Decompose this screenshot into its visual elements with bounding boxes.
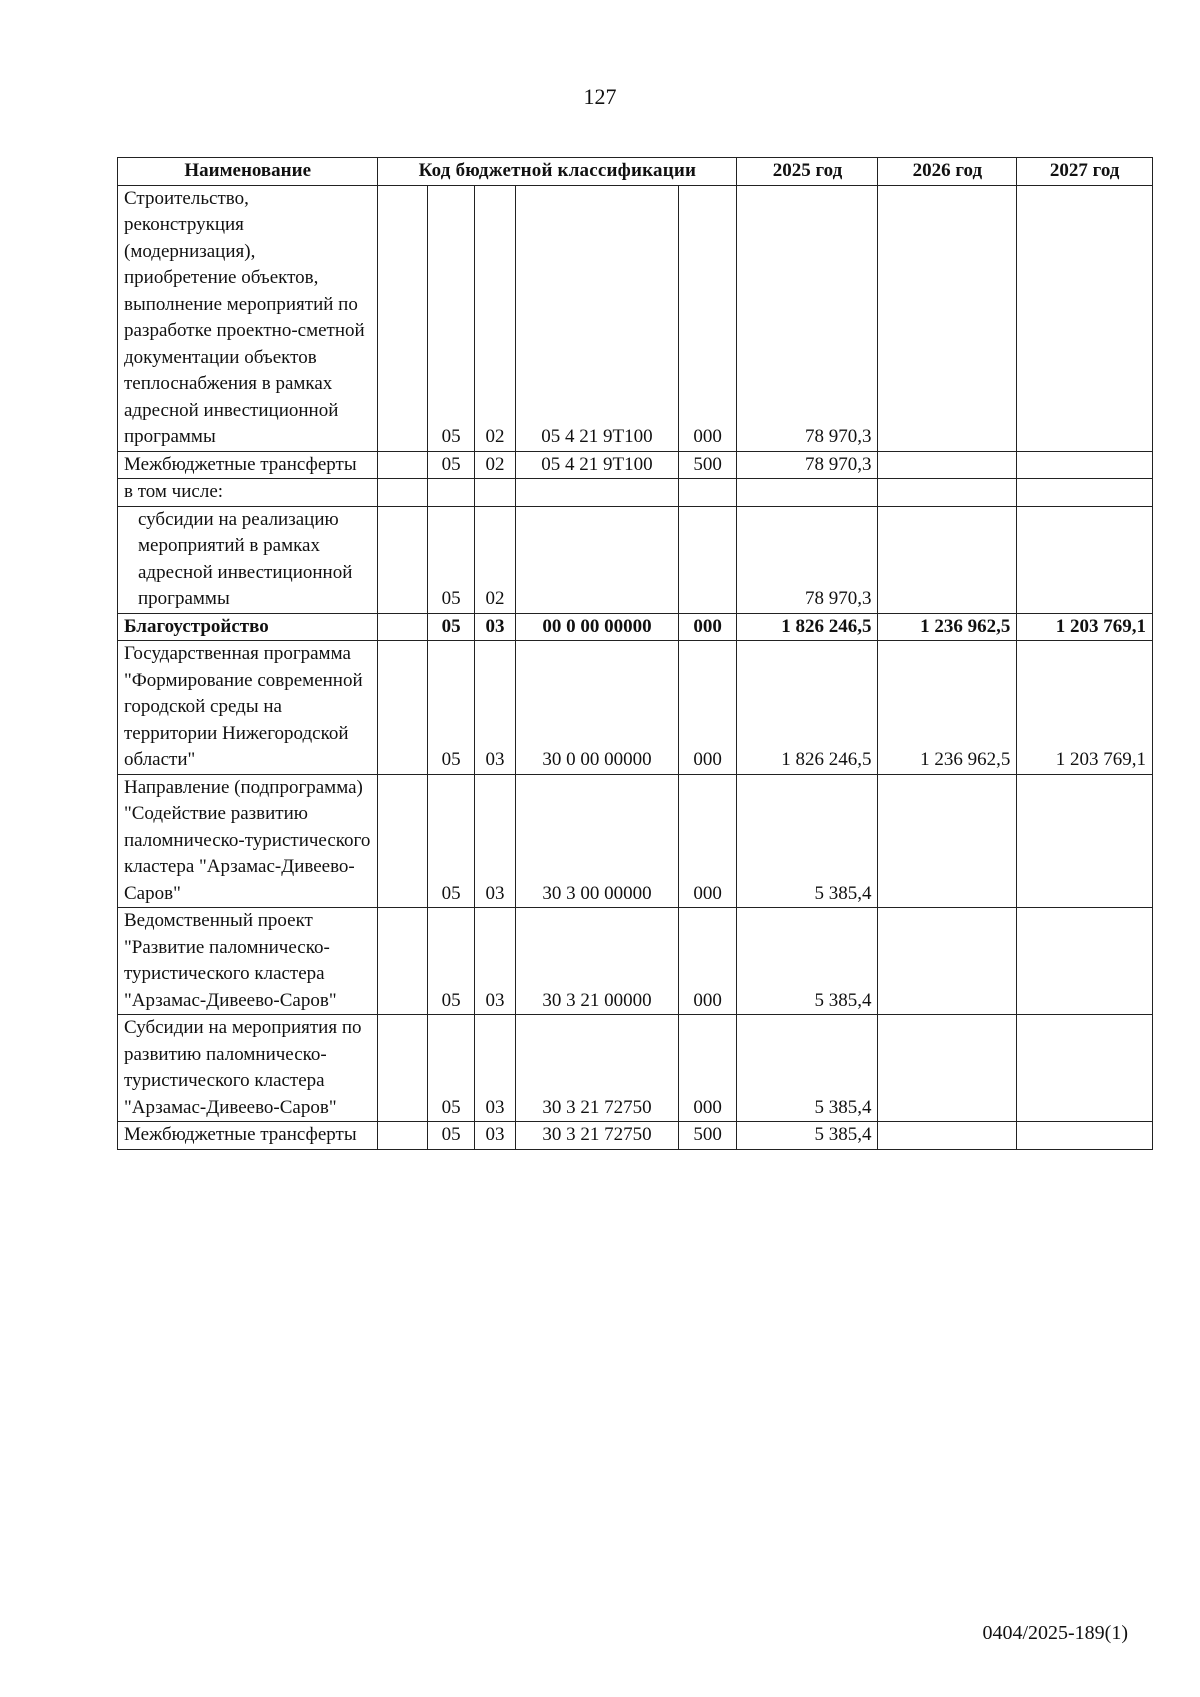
code-subsection [474, 479, 515, 507]
row-name: Межбюджетные трансферты [118, 451, 378, 479]
value-2026 [878, 908, 1017, 1015]
value-2027 [1017, 451, 1153, 479]
code-section: 05 [428, 774, 475, 908]
code-type: 000 [678, 1015, 737, 1122]
value-2025: 5 385,4 [737, 1015, 878, 1122]
header-name: Наименование [118, 158, 378, 186]
table-row [118, 479, 1153, 507]
value-2025: 5 385,4 [737, 908, 878, 1015]
code-subsection: 02 [474, 185, 515, 451]
code-section: 05 [428, 641, 475, 775]
code-type: 500 [678, 451, 737, 479]
code-target [516, 479, 679, 507]
table-row [118, 1015, 1153, 1122]
row-name: Ведомственный проект "Развитие паломническо-туристического кластера "Арзамас-Дивеево-Саров" [118, 908, 378, 1015]
value-2027 [1017, 506, 1153, 613]
table-row [118, 506, 1153, 613]
code-section: 05 [428, 451, 475, 479]
row-name: Благоустройство [118, 613, 378, 641]
code-target: 30 3 21 00000 [516, 908, 679, 1015]
code-section: 05 [428, 613, 475, 641]
code-1 [378, 774, 428, 908]
table-row [118, 774, 1153, 908]
code-target [516, 506, 679, 613]
page-number: 127 [583, 84, 617, 109]
row-name: Межбюджетные трансферты [118, 1122, 378, 1150]
table-row [118, 641, 1153, 775]
code-section: 05 [428, 185, 475, 451]
value-2027: 1 203 769,1 [1017, 613, 1153, 641]
value-2027 [1017, 185, 1153, 451]
header-classification: Код бюджетной классификации [378, 158, 737, 186]
value-2027 [1017, 908, 1153, 1015]
row-name: субсидии на реализацию мероприятий в рамках адресной инвестиционной программы [118, 506, 378, 613]
header-2026: 2026 год [878, 158, 1017, 186]
code-type: 000 [678, 641, 737, 775]
code-section [428, 479, 475, 507]
code-1 [378, 506, 428, 613]
table-row [118, 613, 1153, 641]
value-2025: 1 826 246,5 [737, 641, 878, 775]
table-row [118, 451, 1153, 479]
value-2026: 1 236 962,5 [878, 613, 1017, 641]
code-1 [378, 479, 428, 507]
value-2026 [878, 1122, 1017, 1150]
value-2027 [1017, 479, 1153, 507]
code-type: 000 [678, 185, 737, 451]
row-name: Строительство, реконструкция (модернизация), приобретение объектов, выполнение мероприятий по разработке проектно-сметной документации объектов теплоснабжения в рамках адресной инвестиционной программы [118, 185, 378, 451]
code-subsection: 02 [474, 451, 515, 479]
code-type: 000 [678, 774, 737, 908]
code-1 [378, 908, 428, 1015]
header-2027: 2027 год [1017, 158, 1153, 186]
value-2026 [878, 1015, 1017, 1122]
value-2026: 1 236 962,5 [878, 641, 1017, 775]
value-2027: 1 203 769,1 [1017, 641, 1153, 775]
code-type: 500 [678, 1122, 737, 1150]
value-2025: 78 970,3 [737, 185, 878, 451]
row-name: Направление (подпрограмма) "Содействие развитию паломническо-туристического кластера "Арзамас-Дивеево-Саров" [118, 774, 378, 908]
code-subsection: 03 [474, 613, 515, 641]
table-row [118, 185, 1153, 451]
code-subsection: 02 [474, 506, 515, 613]
code-target: 00 0 00 00000 [516, 613, 679, 641]
value-2027 [1017, 1122, 1153, 1150]
table-row [118, 1122, 1153, 1150]
code-target: 30 3 00 00000 [516, 774, 679, 908]
code-section: 05 [428, 1015, 475, 1122]
code-type [678, 506, 737, 613]
code-1 [378, 185, 428, 451]
code-target: 05 4 21 9Т100 [516, 185, 679, 451]
code-target: 30 0 00 00000 [516, 641, 679, 775]
code-subsection: 03 [474, 1015, 515, 1122]
row-name: Субсидии на мероприятия по развитию паломническо-туристического кластера "Арзамас-Дивеево-Саров" [118, 1015, 378, 1122]
value-2025: 5 385,4 [737, 1122, 878, 1150]
code-subsection: 03 [474, 774, 515, 908]
value-2025: 78 970,3 [737, 451, 878, 479]
code-target: 05 4 21 9Т100 [516, 451, 679, 479]
document-code: 0404/2025-189(1) [982, 1622, 1128, 1644]
value-2027 [1017, 774, 1153, 908]
code-section: 05 [428, 1122, 475, 1150]
value-2026 [878, 479, 1017, 507]
code-type [678, 479, 737, 507]
code-1 [378, 613, 428, 641]
value-2025: 1 826 246,5 [737, 613, 878, 641]
header-2025: 2025 год [737, 158, 878, 186]
value-2026 [878, 451, 1017, 479]
code-target: 30 3 21 72750 [516, 1015, 679, 1122]
code-1 [378, 641, 428, 775]
code-type: 000 [678, 613, 737, 641]
code-1 [378, 1015, 428, 1122]
table-header-row [118, 158, 1153, 186]
table-row [118, 908, 1153, 1015]
row-name: Государственная программа "Формирование современной городской среды на территории Нижегородской области" [118, 641, 378, 775]
code-subsection: 03 [474, 1122, 515, 1150]
value-2026 [878, 774, 1017, 908]
code-section: 05 [428, 908, 475, 1015]
code-1 [378, 451, 428, 479]
code-type: 000 [678, 908, 737, 1015]
code-target: 30 3 21 72750 [516, 1122, 679, 1150]
value-2026 [878, 185, 1017, 451]
value-2025: 5 385,4 [737, 774, 878, 908]
value-2026 [878, 506, 1017, 613]
row-name: в том числе: [118, 479, 378, 507]
code-subsection: 03 [474, 908, 515, 1015]
code-1 [378, 1122, 428, 1150]
code-section: 05 [428, 506, 475, 613]
value-2027 [1017, 1015, 1153, 1122]
budget-table [117, 157, 1153, 1150]
value-2025 [737, 479, 878, 507]
code-subsection: 03 [474, 641, 515, 775]
value-2025: 78 970,3 [737, 506, 878, 613]
